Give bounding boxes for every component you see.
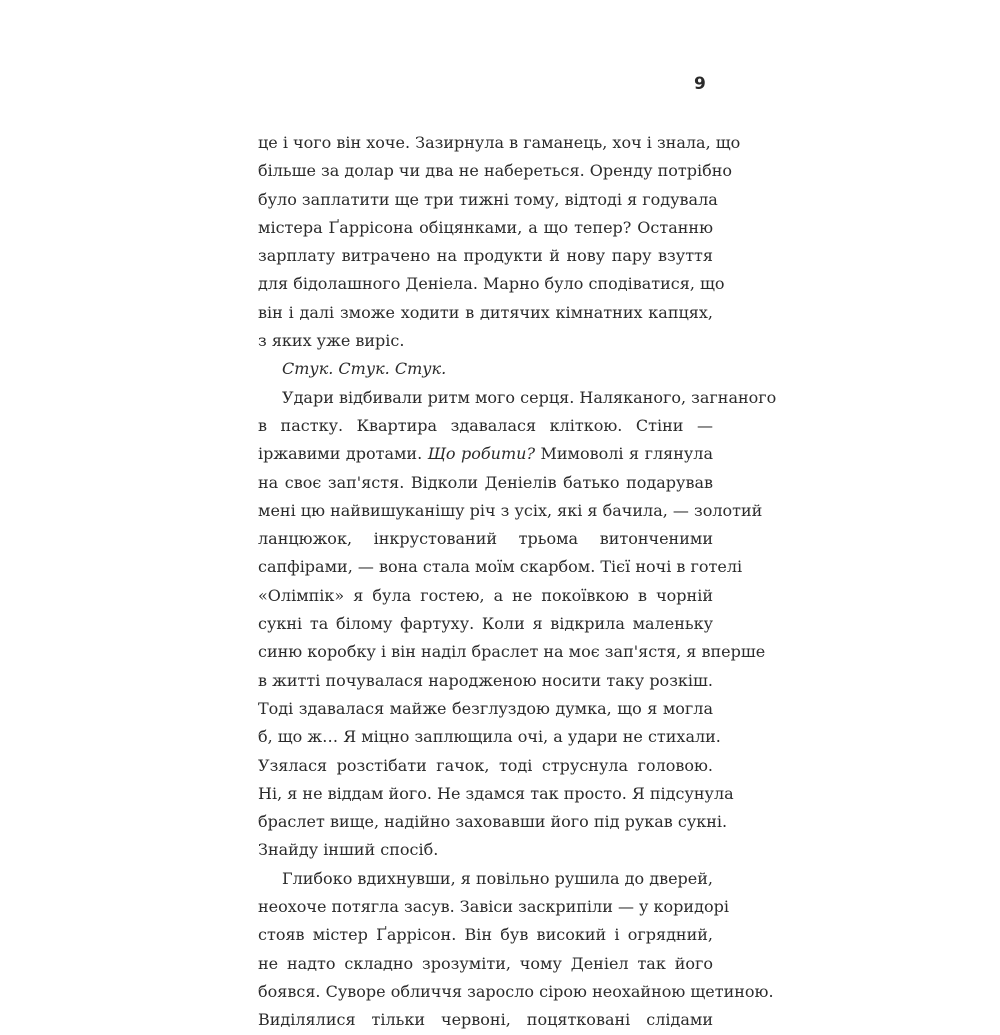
text-run: більше за долар чи два не набереться. Оренду потрібно	[258, 161, 733, 181]
text-line	[258, 299, 713, 327]
text-line	[258, 638, 766, 666]
text-run: в житті почувалася народженою носити таку розкіш.	[258, 670, 713, 690]
text-run: стояв містер Ґаррісон. Він був високий і огрядний,	[258, 925, 713, 945]
text-line	[258, 610, 713, 638]
text-run: Знайду інший спосіб.	[258, 840, 439, 860]
text-run: для бідолашного Деніела. Марно було сподіватися, що	[258, 274, 725, 294]
text-line	[258, 412, 713, 440]
text-run: не надто складно зрозуміти, чому Деніел так його	[258, 953, 713, 973]
text-run: це і чого він хоче. Зазирнула в гаманець, хоч і знала, що	[258, 133, 741, 152]
text-run: браслет вище, надійно заховавши його під рукав сукні.	[258, 812, 728, 832]
text-line	[258, 440, 713, 468]
text-run: синю коробку і він наділ браслет на моє зап'ястя, я вперше	[258, 642, 766, 662]
text-run: було заплатити ще три тижні тому, відтоді я годувала	[258, 189, 718, 209]
text-run: зарплату витрачено на продукти й нову пару взуття	[258, 246, 713, 266]
text-run: містера Ґаррісона обіцянками, а що тепер? Останню	[258, 217, 713, 237]
text-line	[258, 780, 734, 808]
text-run: «Олімпік» я була гостею, а не покоївкою в чорній	[258, 585, 713, 605]
text-line	[258, 836, 713, 864]
text-run: Виділялися тільки червоні, поцятковані слідами	[258, 1010, 713, 1030]
italic-text: Що робити?	[427, 444, 536, 464]
text-line	[258, 242, 713, 270]
text-run: він і далі зможе ходити в дитячих кімнатних капцях,	[258, 302, 713, 322]
text-line	[258, 214, 713, 242]
text-run: сукні та білому фартуху. Коли я відкрила маленьку	[258, 614, 713, 634]
text-line	[258, 808, 728, 836]
text-run: Глибоко вдихнувши, я повільно рушила до дверей,	[282, 868, 713, 888]
text-run: Удари відбивали ритм мого серця. Наляканого, загнаного	[282, 387, 777, 407]
text-run: сапфірами, — вона стала моїм скарбом. Тієї ночі в готелі	[258, 557, 743, 577]
text-line	[258, 667, 713, 695]
text-line	[258, 384, 777, 412]
text-line	[258, 186, 718, 214]
text-run: Узялася розстібати гачок, тоді струснула головою.	[258, 755, 713, 775]
text-run: з яких уже виріс.	[258, 331, 405, 351]
text-line	[258, 157, 733, 185]
text-line	[258, 752, 713, 780]
text-run: мені цю найвишуканішу річ з усіх, які я бачила, — золотий	[258, 500, 763, 520]
text-line	[258, 497, 763, 525]
text-run: б, що ж… Я міцно заплющила очі, а удари не стихали.	[258, 727, 721, 747]
page-number: 9	[694, 74, 706, 94]
text-run: на своє зап'ястя. Відколи Деніелів батько подарував	[258, 472, 713, 492]
text-line	[258, 553, 743, 581]
text-line	[258, 469, 713, 497]
text-line	[258, 695, 713, 723]
text-run: боявся. Суворе обличчя заросло сірою неохайною щетиною.	[258, 981, 774, 1001]
text-line	[258, 1006, 713, 1034]
text-line	[258, 950, 713, 978]
italic-text: Стук. Стук. Стук.	[282, 359, 447, 379]
text-line	[258, 921, 713, 949]
text-run: неохоче потягла засув. Завіси заскрипіли — у коридорі	[258, 897, 729, 917]
text-line	[258, 723, 721, 751]
text-run: Тоді здавалася майже безглуздою думка, що я могла	[258, 698, 713, 718]
text-run: Мимоволі я глянула	[535, 444, 713, 464]
text-line	[258, 978, 774, 1006]
text-line	[258, 327, 713, 355]
text-line	[258, 525, 713, 553]
text-line	[258, 582, 713, 610]
text-line	[258, 270, 725, 298]
text-run: ланцюжок, інкрустований трьома витонченими	[258, 529, 713, 549]
text-line	[258, 129, 741, 157]
body-text	[258, 129, 777, 1035]
text-run: іржавими дротами.	[258, 444, 428, 464]
text-line	[258, 893, 729, 921]
text-line	[258, 865, 713, 893]
text-run: в пастку. Квартира здавалася кліткою. Стіни —	[258, 415, 713, 435]
text-line	[258, 355, 713, 383]
text-run: Ні, я не віддам його. Не здамся так просто. Я підсунула	[258, 783, 734, 803]
